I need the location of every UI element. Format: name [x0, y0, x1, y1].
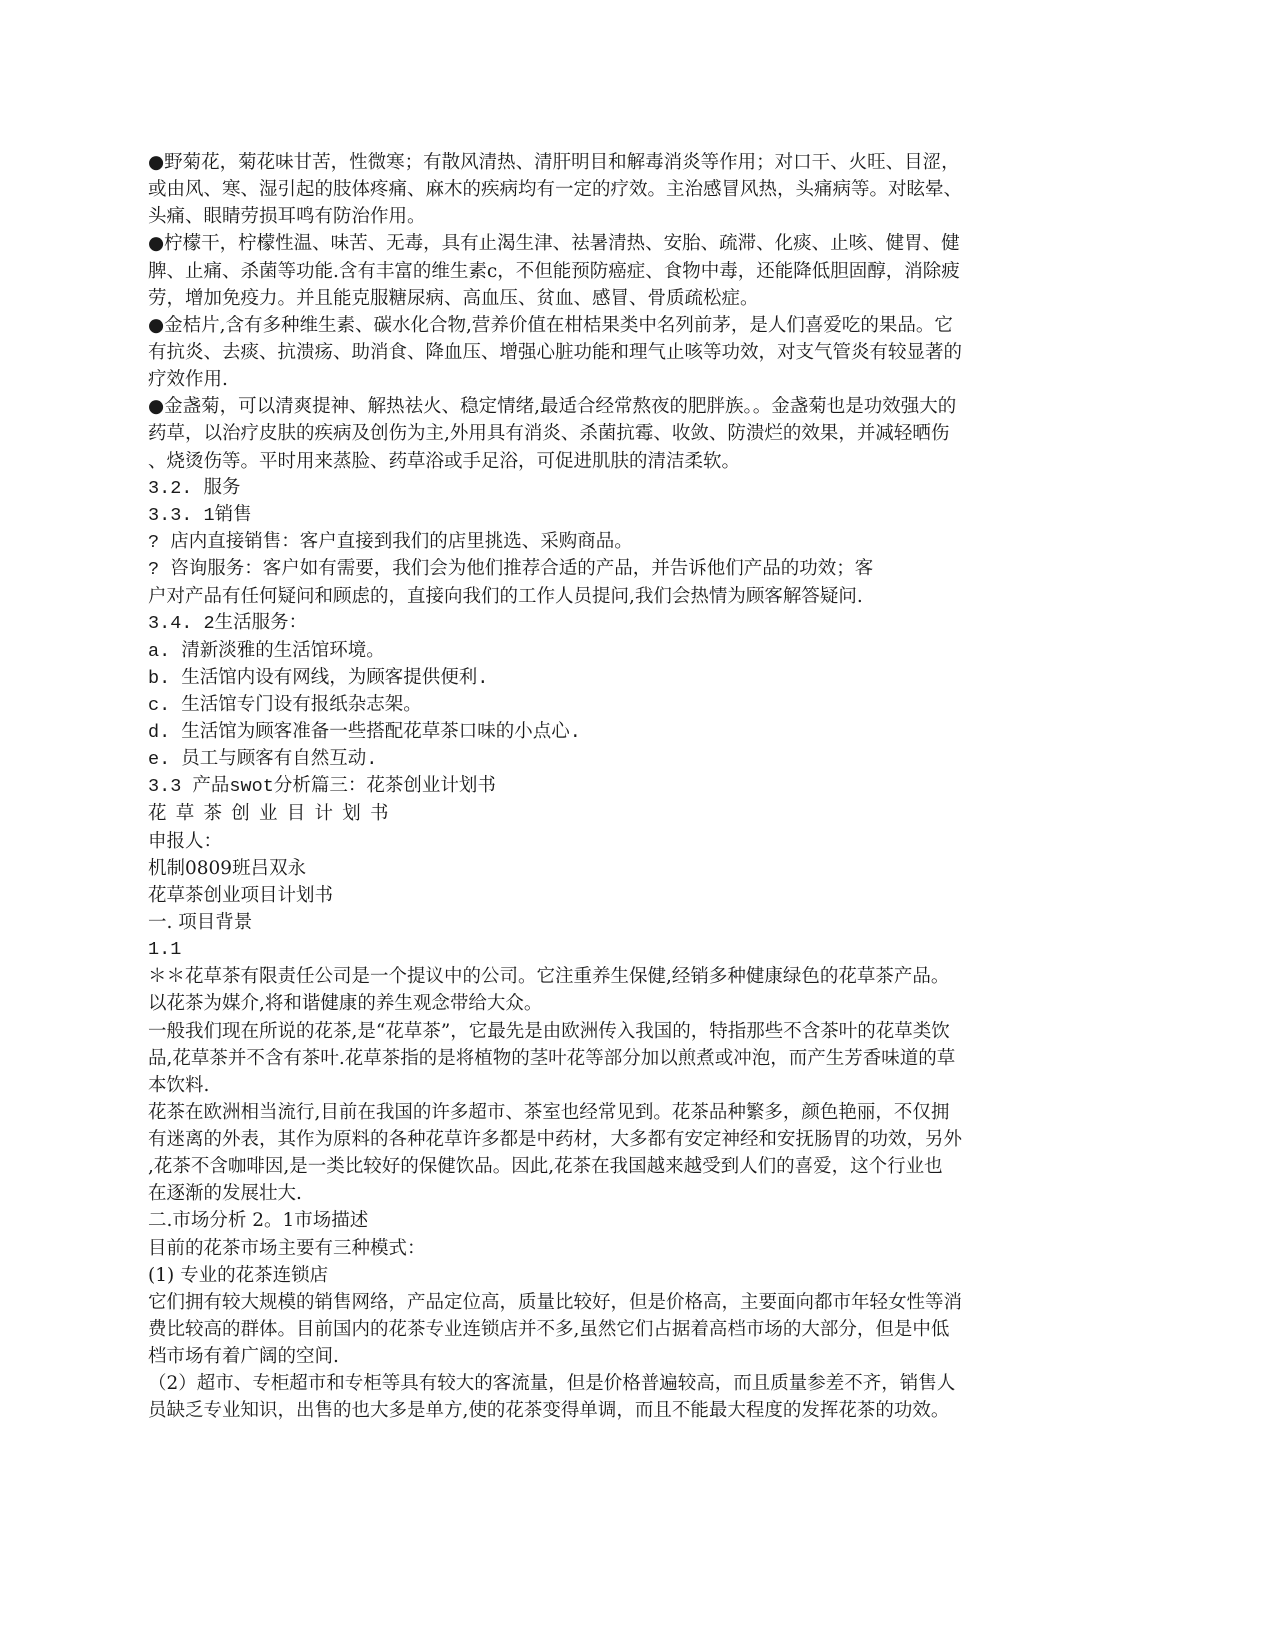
section-heading: 3.4. 2生活服务：	[148, 613, 308, 635]
text-line: 药草，以治疗皮肤的疾病及创伤为主,外用具有消炎、杀菌抗霉、收敛、防溃烂的效果，并减轻晒伤	[148, 423, 950, 445]
text-line: 费比较高的群体。目前国内的花茶专业连锁店并不多,虽然它们占据着高档市场的大部分，但是中低	[148, 1319, 950, 1341]
section-heading: 二.市场分析 2。1市场描述	[148, 1210, 369, 1232]
text-line: ●野菊花，菊花味甘苦，性微寒；有散风清热、清肝明目和解毒消炎等作用；对口干、火旺、目涩，	[148, 152, 960, 173]
text-line: 有抗炎、去痰、抗溃疡、助消食、降血压、增强心脏功能和理气止咳等功效，对支气管炎有较显著的	[148, 341, 963, 363]
text-line: 劳，增加免疫力。并且能克服糖尿病、高血压、贫血、感冒、骨质疏松症。	[148, 287, 759, 309]
text-line: 疗效作用.	[148, 369, 228, 391]
applicant-label: 申报人：	[148, 830, 223, 852]
text-line: 它们拥有较大规模的销售网络，产品定位高，质量比较好，但是价格高，主要面向都市年轻女性等消	[148, 1291, 963, 1313]
text-line: 有迷离的外表，其作为原料的各种花草许多都是中药材，大多都有安定神经和安抚肠胃的功效，另外	[148, 1129, 963, 1151]
text-line: 户对产品有任何疑问和顾虑的，直接向我们的工作人员提问,我们会热情为顾客解答疑问.	[148, 586, 863, 608]
text-line: ,花茶不含咖啡因,是一类比较好的保健饮品。因此,花茶在我国越来越受到人们的喜爱，这个行业也	[148, 1156, 943, 1178]
section-heading: 3.2. 服务	[148, 477, 241, 499]
doc-subtitle: 花草茶创业项目计划书	[148, 884, 334, 906]
text-line: 脾、止痛、杀菌等功能.含有丰富的维生素c，不但能预防癌症、食物中毒，还能降低胆固醇，消除疲	[148, 260, 960, 282]
text-line: 头痛、眼睛劳损耳鸣有防治作用。	[148, 206, 426, 228]
text-line: （2）超市、专柜超市和专柜等具有较大的客流量，但是价格普遍较高，而且质量参差不齐，销售人	[148, 1373, 956, 1395]
section-heading: 一. 项目背景	[148, 911, 253, 933]
doc-title: 花草茶创业目计划书	[148, 803, 398, 825]
text-line: 品,花草茶并不含有茶叶.花草茶指的是将植物的茎叶花等部分加以煎煮或冲泡，而产生芳香味道的草	[148, 1047, 956, 1069]
section-heading: 3.3 产品swot分析篇三：花茶创业计划书	[148, 776, 496, 798]
list-item: d. 生活馆为顾客准备一些搭配花草茶口味的小点心.	[148, 721, 581, 743]
text-line: ＊＊花草茶有限责任公司是一个提议中的公司。它注重养生保健,经销多种健康绿色的花草茶产品。	[148, 966, 950, 988]
text-line: ●柠檬干，柠檬性温、味苦、无毒，具有止渴生津、祛暑清热、安胎、疏滞、化痰、止咳、健胃、健	[148, 233, 960, 255]
list-item: ? 咨询服务：客户如有需要，我们会为他们推荐合适的产品，并告诉他们产品的功效；客	[148, 559, 874, 581]
text-line: 花茶在欧洲相当流行,目前在我国的许多超市、茶室也经常见到。花茶品种繁多，颜色艳丽，不仅拥	[148, 1101, 950, 1123]
section-number: 1.1	[148, 939, 182, 961]
applicant-name: 机制0809班吕双永	[148, 857, 307, 879]
list-item: ? 店内直接销售：客户直接到我们的店里挑选、采购商品。	[148, 531, 633, 553]
subsection-heading: (1) 专业的花茶连锁店	[148, 1264, 329, 1286]
list-item: a. 清新淡雅的生活馆环境。	[148, 640, 385, 662]
text-line: 以花茶为媒介,将和谐健康的养生观念带给大众。	[148, 993, 543, 1015]
list-item: e. 员工与顾客有自然互动.	[148, 749, 378, 771]
text-line: 本饮料.	[148, 1074, 210, 1096]
text-line: 、烧烫伤等。平时用来蒸脸、药草浴或手足浴，可促进肌肤的清洁柔软。	[148, 450, 741, 472]
text-line: 员缺乏专业知识，出售的也大多是单方,使的花茶变得单调，而且不能最大程度的发挥花茶的功效。	[148, 1400, 950, 1422]
text-line: 在逐渐的发展壮大.	[148, 1183, 302, 1205]
text-line: ●金桔片,含有多种维生素、碳水化合物,营养价值在柑桔果类中名列前茅，是人们喜爱吃的果品。它	[148, 314, 953, 336]
text-line: 或由风、寒、湿引起的肢体疼痛、麻木的疾病均有一定的疗效。主治感冒风热，头痛病等。对眩晕、	[148, 179, 963, 201]
document-page	[148, 149, 1113, 1425]
text-line: 档市场有着广阔的空间.	[148, 1346, 339, 1368]
list-item: c. 生活馆专门设有报纸杂志架。	[148, 694, 422, 716]
section-heading: 3.3. 1销售	[148, 504, 252, 526]
text-line: 目前的花茶市场主要有三种模式：	[148, 1237, 426, 1259]
text-line: ●金盏菊，可以清爽提神、解热祛火、稳定情绪,最适合经常熬夜的肥胖族。。金盏菊也是功效强大的	[148, 396, 957, 418]
text-line: 一般我们现在所说的花茶,是“花草茶”，它最先是由欧洲传入我国的，特指那些不含茶叶的花草类饮	[148, 1020, 950, 1042]
list-item: b. 生活馆内设有网线，为顾客提供便利.	[148, 667, 489, 689]
